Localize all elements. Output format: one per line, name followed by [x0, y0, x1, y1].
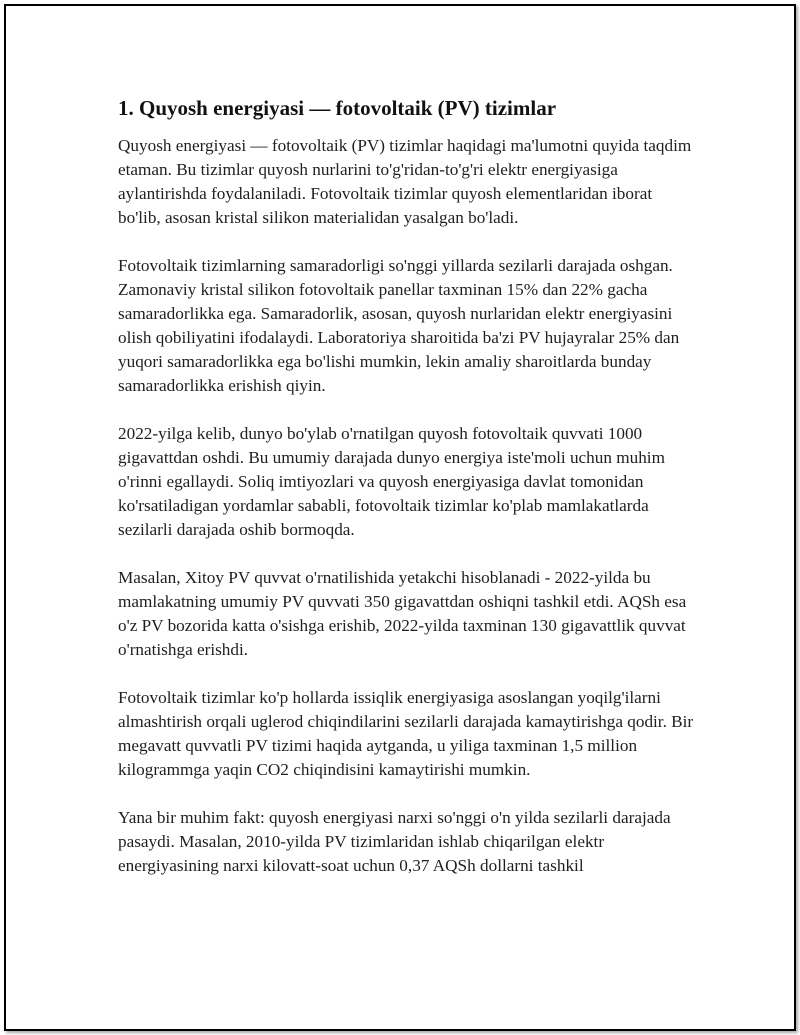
paragraph-1: Quyosh energiyasi — fotovoltaik (PV) tizimlar haqidagi ma'lumotni quyida taqdim etaman. Bu tizimlar quyosh nurlarini to'g'ridan-to'g'ri elektr energiyasiga aylantirishda foydalaniladi. Fotovoltaik tizimlar quyosh elementlaridan iborat bo'lib, asosan kristal silikon materialidan yasalgan bo'ladi. — [118, 136, 692, 227]
document-title: 1. Quyosh energiyasi — fotovoltaik (PV) tizimlar — [118, 96, 557, 120]
paragraph-4: Masalan, Xitoy PV quvvat o'rnatilishida yetakchi hisoblanadi - 2022-yilda bu mamlakatning umumiy PV quvvati 350 gigavattdan oshiqni tashkil etdi. AQSh esa o'z PV bozorida katta o'sishga erishib, 2022-yilda taxminan 130 gigavattlik quvvat o'rnatishga erishdi. — [118, 568, 687, 659]
paragraph-6: Yana bir muhim fakt: quyosh energiyasi narxi so'nggi o'n yilda sezilarli darajada pasaydi. Masalan, 2010-yilda PV tizimlaridan ishlab chiqarilgan elektr energiyasining narxi kilovatt-soat uchun 0,37 AQSh dollarni tashkil — [118, 808, 671, 875]
paragraph-3: 2022-yilga kelib, dunyo bo'ylab o'rnatilgan quyosh fotovoltaik quvvati 1000 gigavattdan oshdi. Bu umumiy darajada dunyo energiya iste'moli uchun muhim o'rinni egallaydi. Soliq imtiyozlari va quyosh energiyasiga davlat tomonidan ko'rsatiladigan yordamlar sababli, fotovoltaik tizimlar ko'plab mamlakatlarda sezilarli darajada oshib bormoqda. — [118, 424, 665, 539]
document-content — [118, 94, 698, 902]
paragraph-5: Fotovoltaik tizimlar ko'p hollarda issiqlik energiyasiga asoslangan yoqilg'ilarni almashtirish orqali uglerod chiqindilarini sezilarli darajada kamaytirishga qodir. Bir megavatt quvvatli PV tizimi haqida aytganda, u yiliga taxminan 1,5 million kilogrammga yaqin CO2 chiqindisini kamaytirishi mumkin. — [118, 688, 694, 779]
document-page — [4, 4, 796, 1031]
paragraph-2: Fotovoltaik tizimlarning samaradorligi so'nggi yillarda sezilarli darajada oshgan. Zamonaviy kristal silikon fotovoltaik panellar taxminan 15% dan 22% gacha samaradorlikka ega. Samaradorlik, asosan, quyosh nurlaridan elektr energiyasini olish qobiliyatini ifodalaydi. Laboratoriya sharoitida ba'zi PV hujayralar 25% dan yuqori samaradorlikka ega bo'lishi mumkin, lekin amaliy sharoitlarda bunday samaradorlikka erishish qiyin. — [118, 256, 680, 395]
